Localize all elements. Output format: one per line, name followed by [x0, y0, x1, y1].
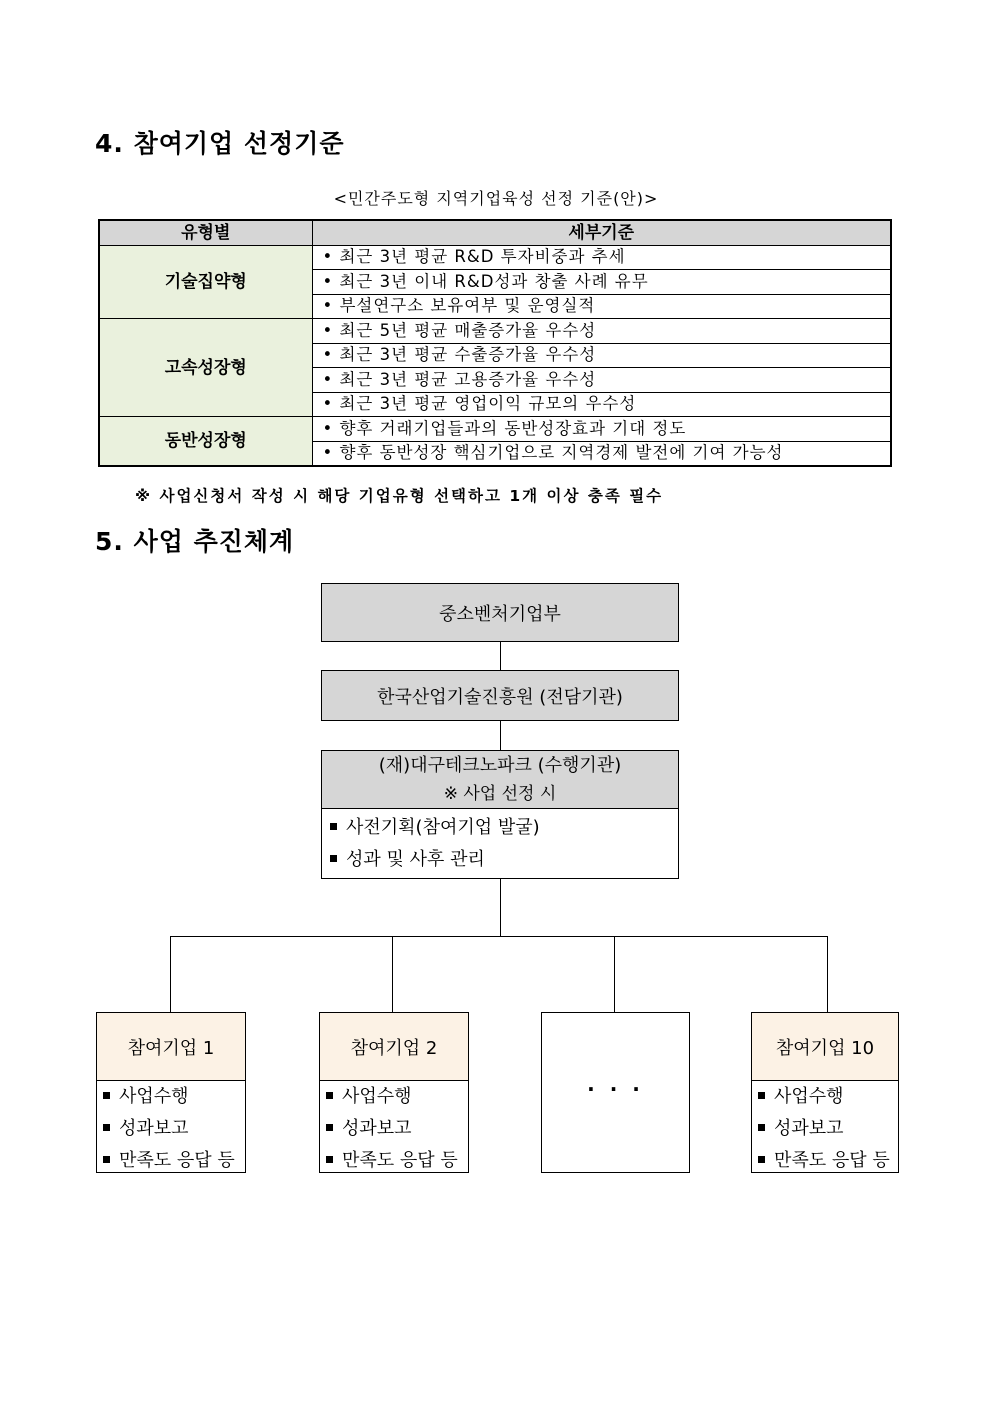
category-cell: 동반성장형 — [99, 417, 312, 467]
criteria-cell: • 최근 5년 평균 매출증가율 우수성 — [312, 319, 891, 344]
connector-line — [392, 936, 393, 1013]
bullet-icon — [330, 855, 337, 862]
table-caption: <민간주도형 지역기업육성 선정 기준(안)> — [333, 189, 659, 208]
bullet-icon — [103, 1156, 110, 1163]
executor-header — [322, 751, 678, 809]
agency-label: 한국산업기술진흥원 (전담기관) — [377, 686, 623, 708]
bullet-icon — [103, 1124, 110, 1131]
criteria-cell: • 최근 3년 평균 수출증가율 우수성 — [312, 343, 891, 368]
list-item: 만족도 응답 등 — [326, 1145, 468, 1177]
list-item: 사업수행 — [326, 1081, 468, 1113]
participant-box-10 — [751, 1012, 899, 1173]
selection-criteria-table — [98, 219, 892, 467]
connector-line — [500, 641, 501, 671]
ellipsis-box — [541, 1012, 690, 1173]
executor-title: (재)대구테크노파크 (수행기관) — [378, 755, 622, 776]
participant-box-2 — [319, 1012, 469, 1173]
bullet-icon — [326, 1156, 333, 1163]
connector-line — [827, 936, 828, 1013]
participant-tasks — [97, 1081, 245, 1177]
list-item: 사업수행 — [103, 1081, 245, 1113]
ministry-label: 중소벤처기업부 — [439, 603, 561, 625]
executor-tasks — [322, 809, 678, 876]
category-cell: 고속성장형 — [99, 319, 312, 417]
section-4-title: 4. 참여기업 선정기준 — [95, 129, 345, 158]
section-5-title: 5. 사업 추진체계 — [95, 527, 295, 556]
participant-tasks — [752, 1081, 898, 1177]
list-item: 성과보고 — [103, 1113, 245, 1145]
criteria-cell: • 최근 3년 평균 R&D 투자비중과 추세 — [312, 245, 891, 270]
bullet-icon — [326, 1092, 333, 1099]
requirement-note: ※ 사업신청서 작성 시 해당 기업유형 선택하고 1개 이상 충족 필수 — [135, 487, 664, 505]
connector-line — [614, 936, 615, 1013]
criteria-cell: • 향후 동반성장 핵심기업으로 지역경제 발전에 기여 가능성 — [312, 441, 891, 466]
criteria-cell: • 최근 3년 평균 고용증가율 우수성 — [312, 368, 891, 393]
bullet-icon — [758, 1124, 765, 1131]
connector-line — [500, 720, 501, 750]
category-cell: 기술집약형 — [99, 245, 312, 319]
bullet-icon — [758, 1092, 765, 1099]
connector-line — [170, 936, 828, 937]
participant-tasks — [320, 1081, 468, 1177]
list-item: 성과보고 — [758, 1113, 898, 1145]
list-item: 만족도 응답 등 — [103, 1145, 245, 1177]
agency-box — [321, 670, 679, 721]
bullet-icon — [758, 1156, 765, 1163]
executor-subtitle: ※ 사업 선정 시 — [443, 784, 557, 804]
criteria-cell: • 최근 3년 평균 영업이익 규모의 우수성 — [312, 392, 891, 417]
bullet-icon — [326, 1124, 333, 1131]
ellipsis-text: · · · — [587, 1077, 644, 1101]
table-row — [99, 245, 891, 270]
participant-name: 참여기업 2 — [320, 1013, 468, 1081]
bullet-icon — [330, 823, 337, 830]
connector-line — [170, 936, 171, 1013]
list-item: 만족도 응답 등 — [758, 1145, 898, 1177]
executor-box — [321, 750, 679, 879]
list-item: 성과보고 — [326, 1113, 468, 1145]
criteria-cell: • 향후 거래기업들과의 동반성장효과 기대 정도 — [312, 417, 891, 442]
connector-line — [500, 878, 501, 936]
list-item: 사전기획(참여기업 발굴) — [330, 812, 678, 844]
criteria-cell: • 최근 3년 이내 R&D성과 창출 사례 유무 — [312, 270, 891, 295]
header-type: 유형별 — [99, 220, 312, 245]
header-criteria: 세부기준 — [312, 220, 891, 245]
list-item: 사업수행 — [758, 1081, 898, 1113]
participant-name: 참여기업 10 — [752, 1013, 898, 1081]
participant-name: 참여기업 1 — [97, 1013, 245, 1081]
criteria-cell: • 부설연구소 보유여부 및 운영실적 — [312, 294, 891, 319]
ministry-box — [321, 583, 679, 642]
table-row — [99, 319, 891, 344]
list-item: 성과 및 사후 관리 — [330, 844, 678, 876]
table-header-row — [99, 220, 891, 245]
bullet-icon — [103, 1092, 110, 1099]
table-row — [99, 417, 891, 442]
participant-box-1 — [96, 1012, 246, 1173]
